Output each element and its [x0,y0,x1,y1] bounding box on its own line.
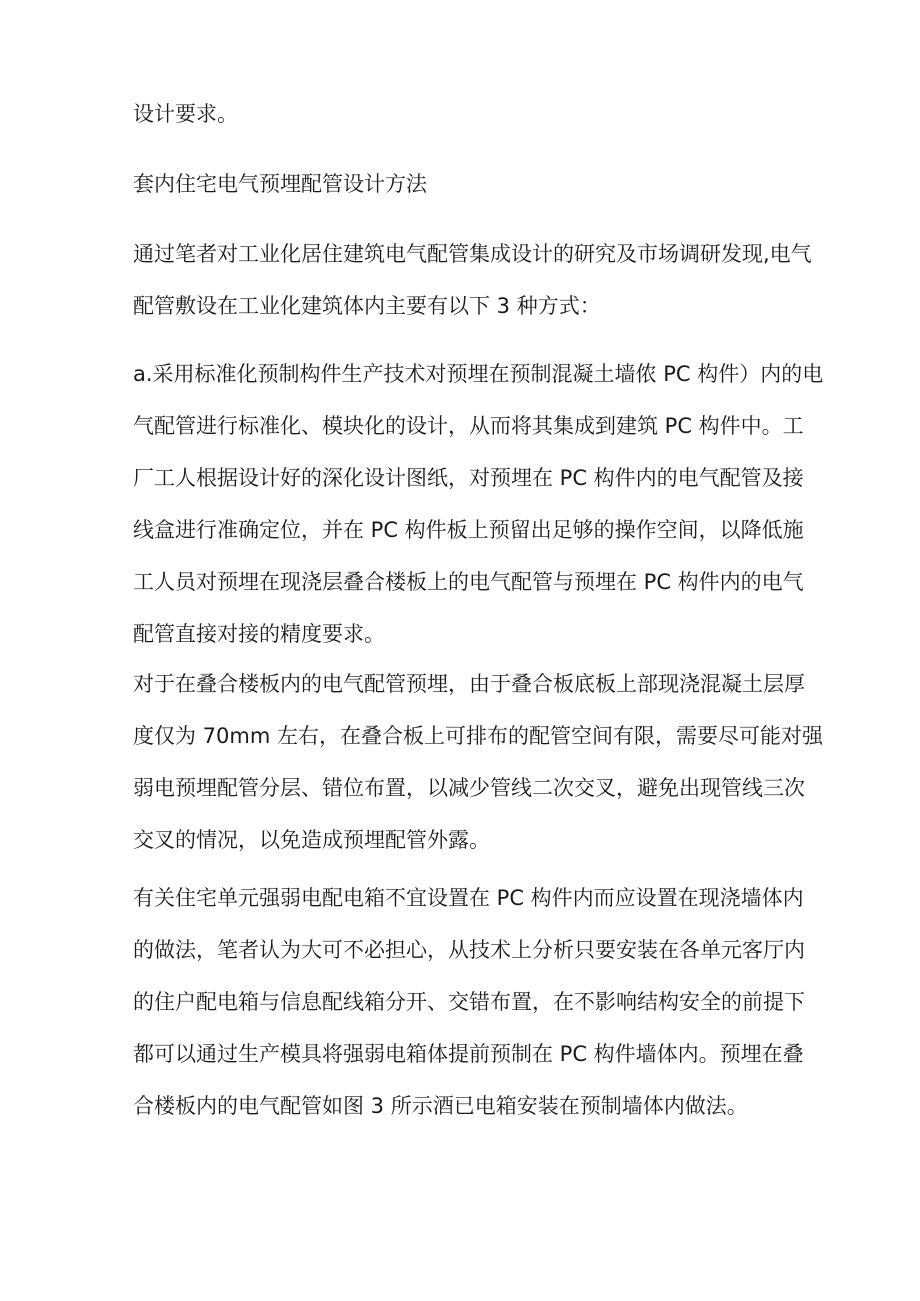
section-heading [133,158,427,210]
text-line: 套内住宅电气预埋配管设计方法 [133,172,427,196]
text-line: 配管敷设在工业化建筑体内主要有以下 3 种方式： [133,294,601,318]
text-line: 弱电预埋配管分层、错位布置，以减少管线二次交叉，避免出现管线三次 [133,776,805,800]
text-line: 度仅为 70mm 左右，在叠合板上可排布的配管空间有限，需要尽可能对强 [133,724,823,748]
text-line: 工人员对预埋在现浇层叠合楼板上的电气配管与预埋在 PC 构件内的电气 [133,570,804,594]
text-line: 有关住宅单元强弱电配电箱不宜设置在 PC 构件内而应设置在现浇墙体内 [133,886,804,910]
text-line: 通过笔者对工业化居住建筑电气配管集成设计的研究及市场调研发现,电气 [133,242,812,266]
text-line: 配管直接对接的精度要求。 [133,622,385,646]
paragraph-method-a [133,348,823,660]
text-line: 线盒进行准确定位，并在 PC 构件板上预留出足够的操作空间，以降低施 [133,518,804,542]
paragraph-overview [133,228,812,332]
text-line: 的做法，笔者认为大可不必担心，从技术上分析只要安装在各单元客厅内 [133,938,805,962]
paragraph-intro-end [133,88,238,140]
paragraph-composite-slab [133,658,823,866]
text-line: 设计要求。 [133,102,238,126]
text-line: 厂工人根据设计好的深化设计图纸，对预埋在 PC 构件内的电气配管及接 [133,466,804,490]
text-line: 的住户配电箱与信息配线箱分开、交错布置，在不影响结构安全的前提下 [133,990,805,1014]
text-line: 都可以通过生产模具将强弱电箱体提前预制在 PC 构件墙体内。预埋在叠 [133,1042,804,1066]
text-line: 气配管进行标准化、模块化的设计，从而将其集成到建筑 PC 构件中。工 [133,414,804,438]
text-line: a.采用标准化预制构件生产技术对预埋在预制混凝土墙侬 PC 构件）内的电 [133,362,824,386]
text-line: 对于在叠合楼板内的电气配管预埋，由于叠合板底板上部现浇混凝土层厚 [133,672,805,696]
text-line: 合楼板内的电气配管如图 3 所示酒已电箱安装在预制墙体内做法。 [133,1094,748,1118]
text-line: 交叉的情况，以免造成预埋配管外露。 [133,828,490,852]
paragraph-distribution-box [133,872,805,1132]
